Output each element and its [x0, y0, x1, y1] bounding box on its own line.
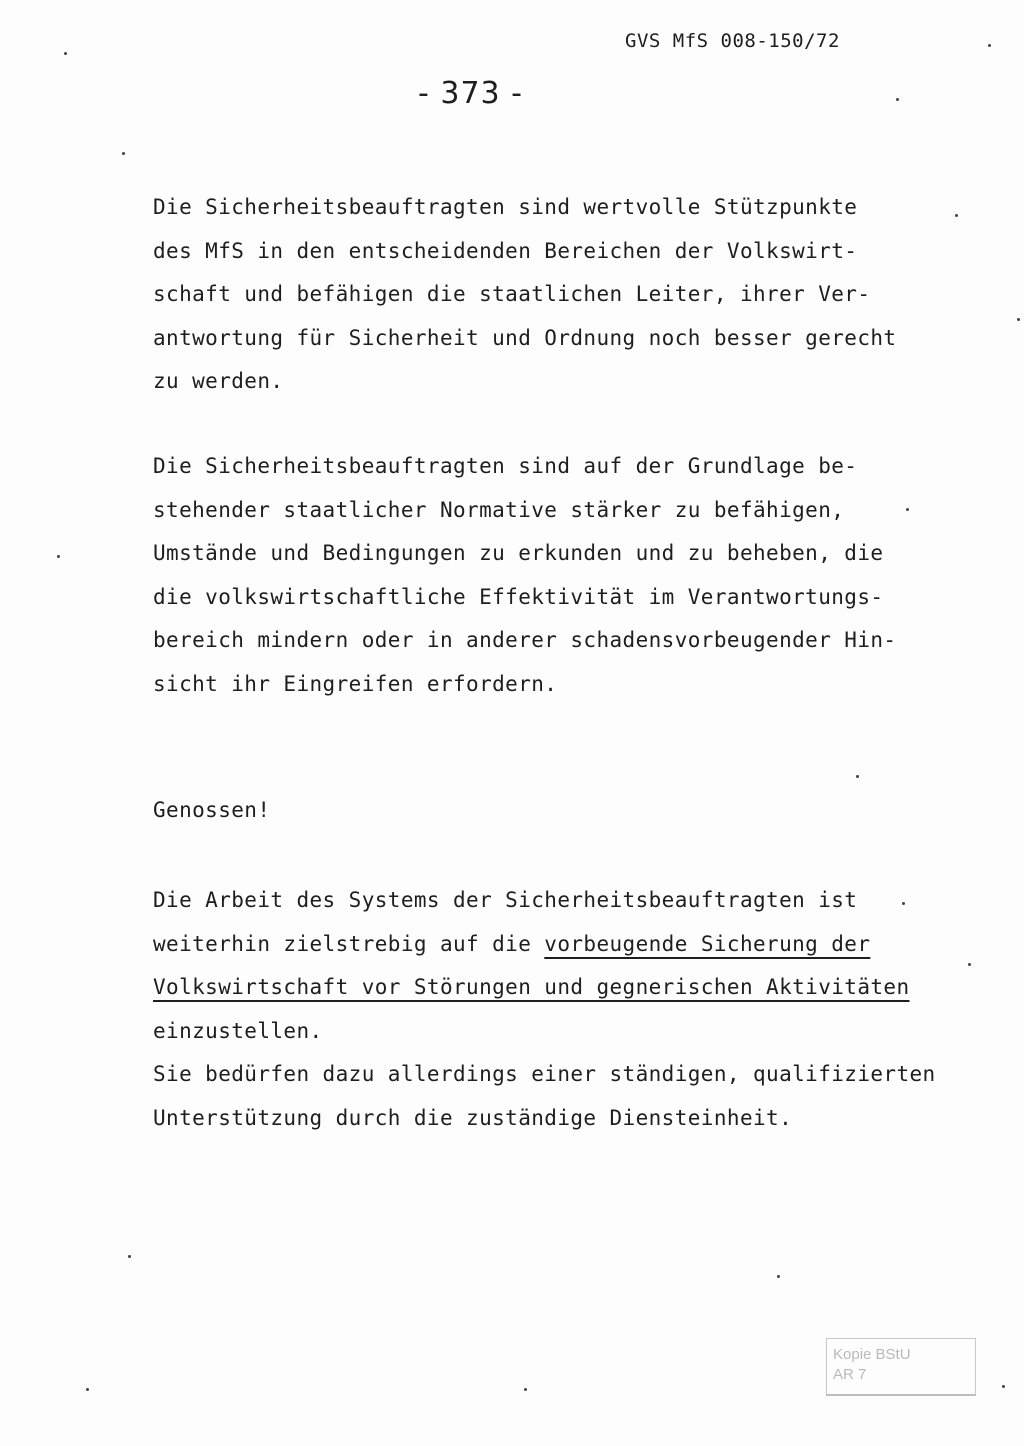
underlined-text: Volkswirtschaft vor Störungen und gegnerischen Aktivitäten	[153, 975, 910, 1000]
scan-speck	[777, 1275, 780, 1278]
text-segment: weiterhin zielstrebig auf die	[153, 931, 545, 956]
scan-speck	[988, 44, 991, 47]
archive-stamp	[826, 1338, 976, 1396]
scan-speck	[524, 1388, 527, 1391]
text-line: einzustellen.	[153, 1018, 323, 1043]
scan-speck	[896, 98, 899, 101]
scan-speck	[1017, 318, 1020, 321]
text-line: bereich mindern oder in anderer schadensvorbeugender Hin-	[153, 628, 897, 653]
stamp-line: Kopie BStU	[833, 1346, 911, 1363]
salutation: Genossen!	[153, 798, 271, 822]
scan-speck	[128, 1255, 131, 1258]
scan-speck	[1002, 1385, 1005, 1388]
text-line: Umstände und Bedingungen zu erkunden und zu beheben, die	[153, 541, 884, 566]
text-line: Die Sicherheitsbeauftragten sind auf der Grundlage be-	[153, 454, 858, 478]
underlined-text: vorbeugende Sicherung der	[544, 931, 871, 956]
text-line: schaft und befähigen die staatlichen Leiter, ihrer Ver-	[153, 282, 871, 307]
stamp-line: AR 7	[833, 1366, 867, 1383]
text-line: Die Sicherheitsbeauftragten sind wertvolle Stützpunkte	[153, 195, 858, 219]
paragraph-1	[153, 186, 896, 404]
scan-speck	[64, 52, 67, 55]
text-line: zu werden.	[153, 369, 284, 394]
text-line: des MfS in den entscheidenden Bereichen der Volkswirt-	[153, 238, 858, 263]
text-line: antwortung für Sicherheit und Ordnung noch besser gerecht	[153, 325, 897, 350]
scan-speck	[57, 555, 60, 558]
text-line: stehender staatlicher Normative stärker zu befähigen,	[153, 497, 845, 522]
scan-speck	[955, 214, 958, 217]
text-line: die volkswirtschaftliche Effektivität im Verantwortungs-	[153, 584, 884, 609]
paragraph-3	[153, 879, 936, 1141]
page-number: - 373 -	[418, 76, 523, 111]
text-line: Sie bedürfen dazu allerdings einer ständigen, qualifizierten	[153, 1062, 936, 1087]
text-line: sicht ihr Eingreifen erfordern.	[153, 671, 558, 696]
scan-speck	[902, 902, 905, 905]
scan-speck	[906, 508, 909, 511]
text-line: Unterstützung durch die zuständige Diensteinheit.	[153, 1105, 793, 1130]
scan-speck	[86, 1388, 89, 1391]
scan-speck	[856, 775, 859, 778]
document-reference: GVS MfS 008-150/72	[625, 30, 840, 52]
text-line	[153, 923, 936, 967]
scan-speck	[968, 963, 971, 966]
scan-speck	[122, 152, 125, 155]
paragraph-2	[153, 445, 896, 707]
text-line: Die Arbeit des Systems der Sicherheitsbeauftragten ist	[153, 888, 858, 912]
